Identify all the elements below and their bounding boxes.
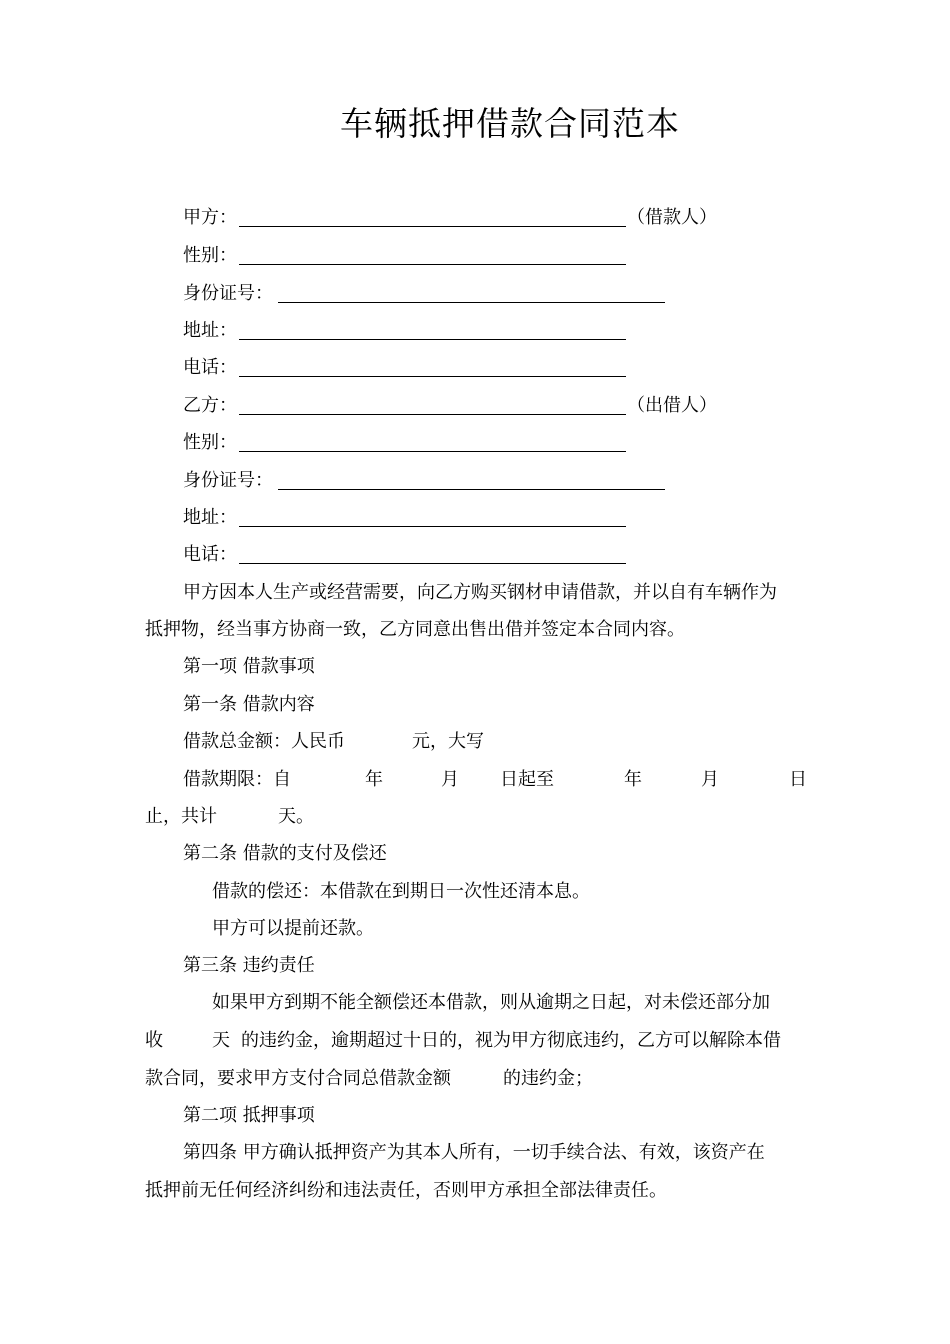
section-1-heading: 第一项 借款事项 <box>183 656 315 677</box>
term-days-unit: 天。 <box>278 806 314 827</box>
repayment-text: 借款的偿还：本借款在到期日一次性还清本息。 <box>212 881 590 902</box>
article-4-line-1: 第四条 甲方确认抵押资产为其本人所有，一切手续合法、有效，该资产在 <box>183 1142 765 1163</box>
breach-line-3-start: 款合同，要求甲方支付合同总借款金额 <box>145 1068 451 1089</box>
party-b-address-label: 地址： <box>183 507 237 528</box>
term-day-2: 日 <box>789 769 807 790</box>
party-b-gender-label: 性别： <box>183 432 237 453</box>
breach-line-1: 如果甲方到期不能全额偿还本借款，则从逾期之日起，对未偿还部分加 <box>212 992 770 1013</box>
section-2-heading: 第二项 抵押事项 <box>183 1105 315 1126</box>
party-b-phone-blank[interactable] <box>239 563 626 564</box>
article-2-heading: 第二条 借款的支付及偿还 <box>183 843 387 864</box>
party-a-gender-blank[interactable] <box>239 264 626 265</box>
party-b-role: （出借人） <box>627 395 717 416</box>
term-label: 借款期限：自 <box>183 769 291 790</box>
breach-line-2-rest: 的违约金，逾期超过十日的，视为甲方彻底违约，乙方可以解除本借 <box>241 1030 781 1051</box>
amount-label: 借款总金额：人民币 <box>183 731 345 752</box>
party-a-address-blank[interactable] <box>239 339 626 340</box>
article-3-heading: 第三条 违约责任 <box>183 955 315 976</box>
party-b-phone-label: 电话： <box>183 544 237 565</box>
party-a-address-label: 地址： <box>183 320 237 341</box>
party-a-name-blank[interactable] <box>239 226 626 227</box>
term-month-1: 月 <box>441 769 459 790</box>
party-a-gender-label: 性别： <box>183 245 237 266</box>
breach-line-2-day: 天 <box>212 1030 230 1051</box>
document-title: 车辆抵押借款合同范本 <box>340 104 680 143</box>
party-a-id-blank[interactable] <box>278 302 665 303</box>
party-b-name-label: 乙方： <box>183 395 237 416</box>
party-b-id-blank[interactable] <box>278 489 665 490</box>
article-1-heading: 第一条 借款内容 <box>183 694 315 715</box>
party-b-id-label: 身份证号： <box>183 470 273 491</box>
breach-line-2-start: 收 <box>145 1030 163 1051</box>
party-b-gender-blank[interactable] <box>239 451 626 452</box>
party-a-role: （借款人） <box>627 207 717 228</box>
intro-line-2: 抵押物，经当事方协商一致，乙方同意出售出借并签定本合同内容。 <box>145 619 685 640</box>
amount-unit: 元，大写 <box>412 731 484 752</box>
party-b-address-blank[interactable] <box>239 526 626 527</box>
party-a-phone-blank[interactable] <box>239 376 626 377</box>
article-4-line-2: 抵押前无任何经济纠纷和违法责任，否则甲方承担全部法律责任。 <box>145 1180 667 1201</box>
term-day-1: 日起至 <box>500 769 554 790</box>
term-year-2: 年 <box>624 769 642 790</box>
term-total-label: 止，共计 <box>145 806 217 827</box>
early-repayment-text: 甲方可以提前还款。 <box>212 918 374 939</box>
party-a-id-label: 身份证号： <box>183 283 273 304</box>
term-year-1: 年 <box>365 769 383 790</box>
breach-line-3-end: 的违约金； <box>503 1068 593 1089</box>
party-b-name-blank[interactable] <box>239 414 626 415</box>
intro-line-1: 甲方因本人生产或经营需要，向乙方购买钢材申请借款，并以自有车辆作为 <box>183 582 777 603</box>
term-month-2: 月 <box>701 769 719 790</box>
party-a-name-label: 甲方： <box>183 207 237 228</box>
party-a-phone-label: 电话： <box>183 357 237 378</box>
